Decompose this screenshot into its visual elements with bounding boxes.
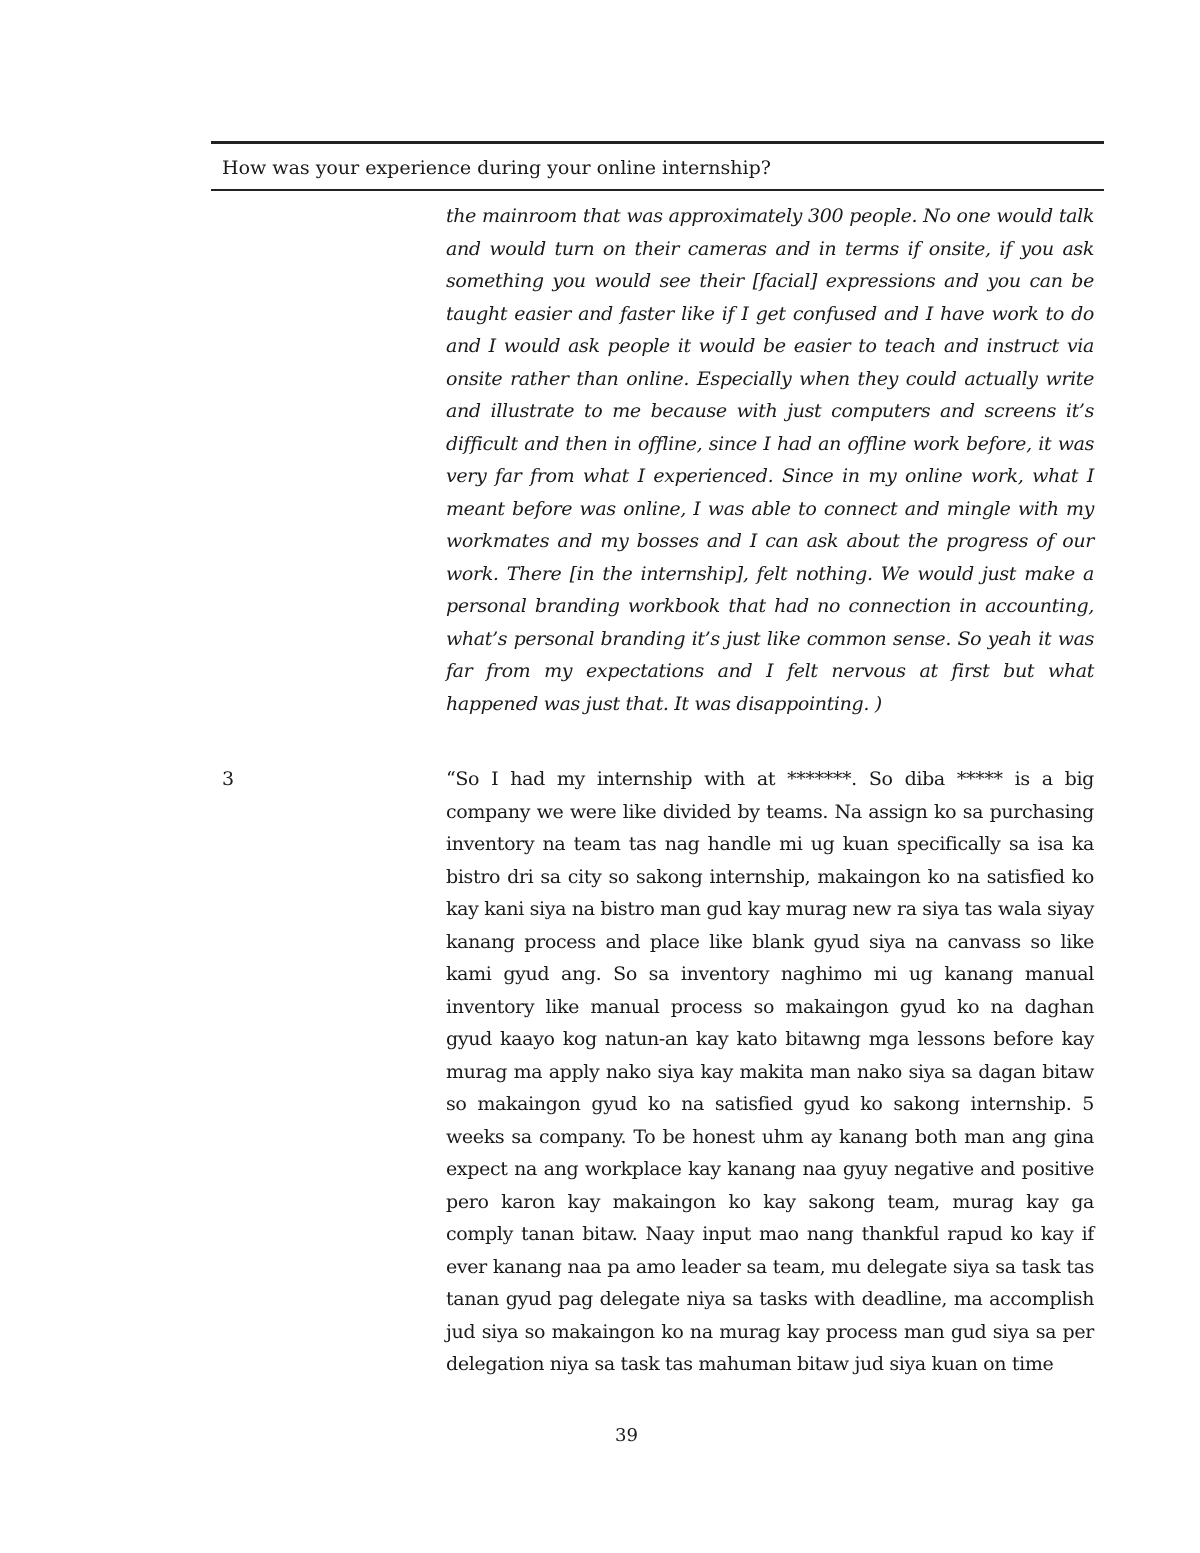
page-number: 39 xyxy=(615,1425,638,1446)
table-top-rule xyxy=(211,141,1104,144)
table-header-question: How was your experience during your online internship? xyxy=(222,157,771,179)
response-text-continued: the mainroom that was approximately 300 people. No one would talk and would turn on their cameras and in terms if onsite, if you ask something you would see their [facial] expressions and you can be taught easier and faster like if I get confused and I have work to do and I would ask people it would be easier to teach and instruct via onsite rather than online. Especially when they could actually write and illustrate to me because with just computers and screens it’s difficult and then in offline, since I had an offline work before, it was very far from what I experienced. Since in my online work, what I meant before was online, I was able to connect and mingle with my workmates and my bosses and I can ask about the progress of our work. There [in the internship], felt nothing. We would just make a personal branding workbook that had no connection in accounting, what’s personal branding it’s just like common sense. So yeah it was far from my expectations and I felt nervous at first but what happened was just that. It was disappointing. ) xyxy=(446,205,1094,715)
response-text: “So I had my internship with at *******. So diba ***** is a big company we were like divided by teams. Na assign ko sa purchasing inventory na team tas nag handle mi ug kuan specifically sa isa ka bistro dri sa city so sakong internship, makaingon ko na satisfied ko kay kani siya na bistro man gud kay murag new ra siya tas wala siyay kanang process and place like blank gyud siya na canvass so like kami gyud ang. So sa inventory naghimo mi ug kanang manual inventory like manual process so makaingon gyud ko na daghan gyud kaayo kog natun-an kay kato bitawng mga lessons before kay murag ma apply nako siya kay makita man nako siya sa dagan bitaw so makaingon gyud ko na satisfied gyud ko sakong internship. 5 weeks sa company. To be honest uhm ay kanang both man ang gina expect na ang workplace kay kanang naa gyuy negative and positive pero karon kay makaingon ko kay sakong team, murag kay ga comply tanan bitaw. Naay input mao nang thankful rapud ko kay if ever kanang naa pa amo leader sa team, mu delegate siya sa task tas tanan gyud pag delegate niya sa tasks with deadline, ma accomplish jud siya so makaingon ko na murag kay process man gud siya sa per delegation niya sa task tas mahuman bitaw jud siya kuan on time xyxy=(446,768,1095,1375)
participant-number: 3 xyxy=(222,768,235,790)
table-header-rule xyxy=(211,189,1104,191)
